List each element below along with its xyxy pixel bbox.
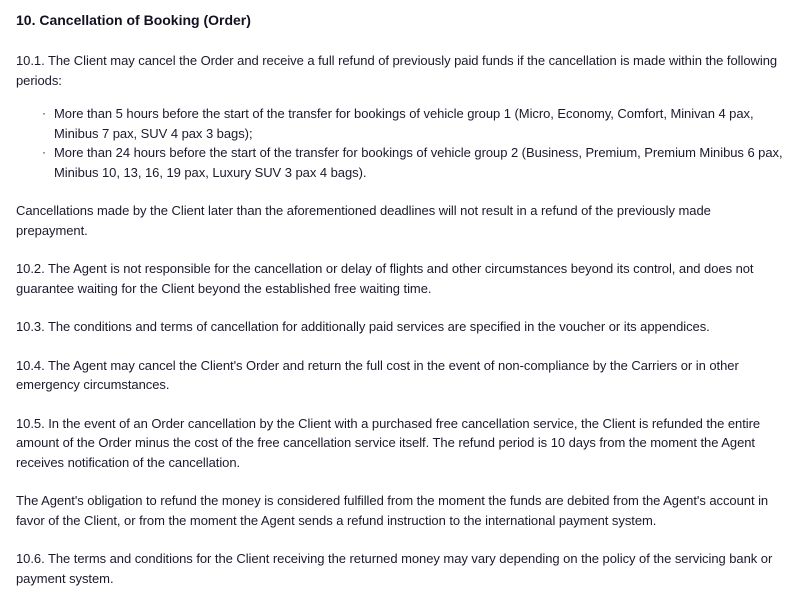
list-item xyxy=(16,143,784,182)
list-item-text: More than 5 hours before the start of the transfer for bookings of vehicle group 1 (Micro, Economy, Comfort, Minivan 4 pax, Minibus 7 pax, SUV 4 pax 3 bags); xyxy=(54,106,754,141)
clause-10-5: 10.5. In the event of an Order cancellation by the Client with a purchased free cancellation service, the Client is refunded the entire amount of the Order minus the cost of the free cancellation service itself. The refund period is 10 days from the moment the Agent receives notification of the cancellation. xyxy=(16,415,761,470)
bullet-icon: · xyxy=(42,145,46,159)
vehicle-group-list xyxy=(16,104,784,182)
clause-10-6: 10.6. The terms and conditions for the Client receiving the returned money may vary depending on the policy of the servicing bank or payment system. xyxy=(16,551,773,586)
clause-10-3: 10.3. The conditions and terms of cancellation for additionally paid services are specified in the voucher or its appendices. xyxy=(16,319,710,334)
list-item-text: More than 24 hours before the start of the transfer for bookings of vehicle group 2 (Business, Premium, Premium Minibus 6 pax, Minibus 10, 13, 16, 19 pax, Luxury SUV 3 pax 4 bags). xyxy=(54,145,783,180)
clause-10-2: 10.2. The Agent is not responsible for the cancellation or delay of flights and other circumstances beyond its control, and does not guarantee waiting for the Client beyond the established free waiting time. xyxy=(16,261,754,296)
late-cancellation-note: Cancellations made by the Client later than the aforementioned deadlines will not result in a refund of the previously made prepayment. xyxy=(16,203,711,238)
clause-10-4: 10.4. The Agent may cancel the Client's Order and return the full cost in the event of non-compliance by the Carriers or in other emergency circumstances. xyxy=(16,357,739,392)
bullet-icon: · xyxy=(42,106,46,120)
refund-obligation-note: The Agent's obligation to refund the money is considered fulfilled from the moment the funds are debited from the Agent's account in favor of the Client, or from the moment the Agent sends a refund instruction to the international payment system. xyxy=(16,493,769,528)
section-title: 10. Cancellation of Booking (Order) xyxy=(16,12,251,28)
clause-10-1: 10.1. The Client may cancel the Order and receive a full refund of previously paid funds if the cancellation is made within the following periods: xyxy=(16,53,778,88)
list-item xyxy=(16,104,784,143)
